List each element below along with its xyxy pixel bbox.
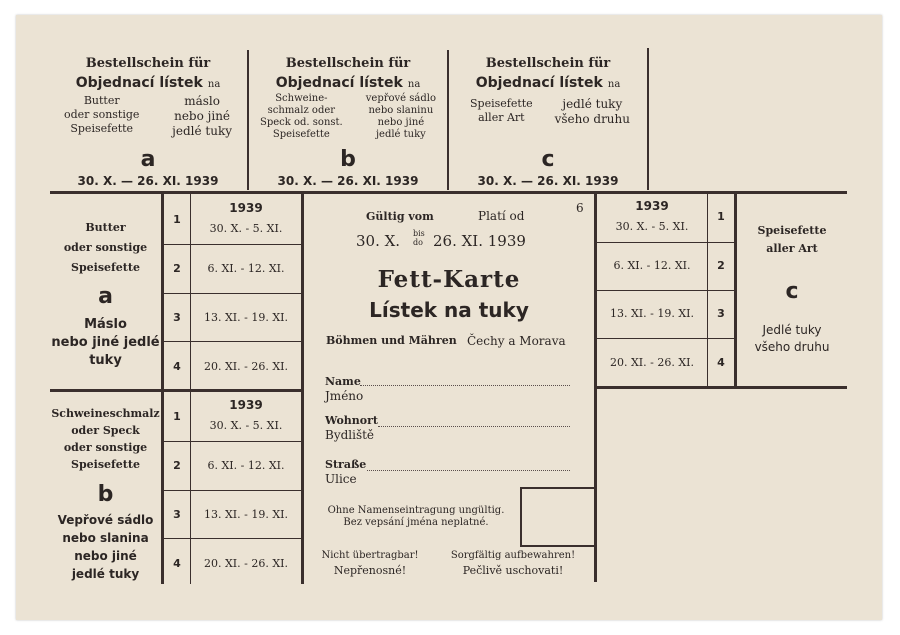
row-rule xyxy=(164,538,301,539)
week-number: 2 xyxy=(173,459,181,472)
item-de-line: oder sonstige xyxy=(64,108,140,121)
label-de-line: Butter xyxy=(85,221,126,234)
coupon-items-de xyxy=(470,97,533,127)
coupon-head-de: Bestellschein für xyxy=(485,56,611,71)
week-range: 20. XI. - 26. XI. xyxy=(203,557,289,570)
row-rule xyxy=(597,338,734,339)
row-rule xyxy=(164,441,301,442)
week-number: 1 xyxy=(717,210,725,223)
foot-right-cs: Pečlivě uschovati! xyxy=(462,564,564,577)
foot-left-de: Nicht übertragbar! xyxy=(321,550,419,561)
region-de: Böhmen und Mähren xyxy=(326,334,457,347)
item-de-line: Butter xyxy=(83,94,120,107)
coupon-head-na: na xyxy=(607,79,621,90)
coupon-head-de: Bestellschein für xyxy=(85,56,211,71)
item-cs-line: nebo jiné xyxy=(377,117,425,128)
title-cs: Lístek na tuky xyxy=(369,298,529,322)
foot-left-cs: Nepřenosné! xyxy=(333,564,407,577)
label-cs-line: Jedlé tuky xyxy=(762,323,822,337)
week-range: 13. XI. - 19. XI. xyxy=(203,508,289,521)
valid-de: Gültig vom xyxy=(366,210,434,223)
weeks-year: 1939 xyxy=(635,199,669,213)
week-number: 3 xyxy=(173,311,181,324)
week-number: 1 xyxy=(173,213,181,226)
field-label-de: Name xyxy=(325,375,361,388)
week-number: 2 xyxy=(717,259,725,272)
week-range: 13. XI. - 19. XI. xyxy=(609,307,695,320)
item-cs-line: nebo jiné xyxy=(174,109,231,123)
coupon-items-cs xyxy=(366,93,436,141)
left-b-label-de xyxy=(50,405,161,473)
item-cs-line: všeho druhu xyxy=(554,112,630,126)
field-label-de: Straße xyxy=(325,458,367,471)
week-range: 30. X. - 5. XI. xyxy=(615,220,689,233)
left-mid-rule xyxy=(50,389,302,392)
item-cs-line: vepřové sádlo xyxy=(365,93,436,104)
week-range: 30. X. - 5. XI. xyxy=(209,222,283,235)
label-cs-line: jedlé tuky xyxy=(71,567,140,581)
week-range: 30. X. - 5. XI. xyxy=(209,419,283,432)
week-number: 3 xyxy=(173,508,181,521)
week-number: 4 xyxy=(173,360,181,373)
coupon-head-na: na xyxy=(407,79,421,90)
label-de-line: oder Speck xyxy=(71,424,140,437)
left-b-letter: b xyxy=(97,482,114,507)
note-de: Ohne Namenseintragung ungültig. xyxy=(327,505,505,516)
label-cs-line: nebo jiné xyxy=(74,549,137,563)
left-a-letter: a xyxy=(98,284,113,309)
main-top-rule xyxy=(50,191,847,194)
not-transferable xyxy=(318,548,422,578)
week-number: 2 xyxy=(173,262,181,275)
week-range: 6. XI. - 12. XI. xyxy=(207,459,285,472)
label-cs-line: Vepřové sádlo xyxy=(57,513,154,527)
coupon-head-cs: Objednací lístek xyxy=(275,75,403,91)
weeks-year: 1939 xyxy=(229,201,263,215)
top-divider-2 xyxy=(447,50,449,190)
coupon-letter-c: c xyxy=(541,147,555,172)
week-range: 20. XI. - 26. XI. xyxy=(203,360,289,373)
left-outer-rule xyxy=(301,194,304,584)
right-bottom-rule xyxy=(597,386,847,389)
coupon-items-cs xyxy=(555,97,630,127)
coupon-letter-a: a xyxy=(140,147,156,172)
item-cs-line: jedlé tuky xyxy=(375,129,426,140)
label-de-line: aller Art xyxy=(766,242,818,255)
foot-right-de: Sorgfältig aufbewahren! xyxy=(450,550,576,561)
weeks-year: 1939 xyxy=(229,398,263,412)
coupon-period: 30. X. — 26. XI. 1939 xyxy=(277,174,419,188)
row-rule xyxy=(164,293,301,294)
item-cs-line: jedlé tuky xyxy=(172,124,232,138)
item-de-line: Speisefette xyxy=(272,129,330,140)
residence-field[interactable] xyxy=(378,426,570,427)
item-cs-line: máslo xyxy=(184,94,220,108)
street-field-label xyxy=(325,458,366,487)
left-a-label-de xyxy=(50,218,161,278)
item-cs-line: nebo slaninu xyxy=(368,105,434,116)
label-de-line: Speisefette xyxy=(71,458,140,471)
item-cs-line: jedlé tuky xyxy=(562,97,623,111)
label-cs-line: tuky xyxy=(89,353,122,368)
coupon-items-de xyxy=(64,94,139,139)
stamp-box[interactable] xyxy=(520,487,596,547)
card-number: 6 xyxy=(576,201,584,215)
week-range: 6. XI. - 12. XI. xyxy=(613,259,691,272)
field-label-cs: Bydliště xyxy=(325,428,375,442)
valid-cs: Platí od xyxy=(478,209,525,223)
week-number: 4 xyxy=(173,557,181,570)
item-de-line: Speisefette xyxy=(70,122,134,135)
validity-note xyxy=(310,505,522,529)
top-divider-3 xyxy=(647,48,649,190)
week-number: 3 xyxy=(717,307,725,320)
coupon-items-cs xyxy=(172,94,232,139)
note-cs: Bez vepsání jména neplatné. xyxy=(343,517,489,528)
top-coupon-c xyxy=(450,56,646,127)
coupon-head-na: na xyxy=(207,79,221,90)
label-de-line: oder sonstige xyxy=(63,241,148,254)
street-field[interactable] xyxy=(367,470,570,471)
week-number: 1 xyxy=(173,410,181,423)
bis-do xyxy=(413,229,425,247)
right-c-label-cs xyxy=(737,322,847,356)
row-rule xyxy=(164,341,301,342)
left-a-label-cs xyxy=(50,316,161,370)
date-to: 26. XI. 1939 xyxy=(433,232,526,250)
row-rule xyxy=(597,242,734,243)
item-de-line: Schweine- xyxy=(275,93,328,104)
row-rule xyxy=(164,244,301,245)
label-cs-line: všeho druhu xyxy=(754,340,830,354)
week-range: 20. XI. - 26. XI. xyxy=(609,356,695,369)
residence-field-label xyxy=(325,414,378,443)
label-de-line: Speisefette xyxy=(71,261,140,274)
item-de-line: Speck od. sonst. xyxy=(260,117,343,128)
label-cs-line: Máslo xyxy=(84,317,127,332)
region-cs: Čechy a Morava xyxy=(467,334,566,348)
keep-carefully xyxy=(444,548,582,578)
coupon-items-de xyxy=(260,93,343,141)
item-de-line: schmalz oder xyxy=(267,105,336,116)
label-cs-line: nebo slanina xyxy=(62,531,149,545)
coupon-letter-b: b xyxy=(340,147,356,172)
item-de-line: Speisefette xyxy=(470,97,533,110)
week-range: 13. XI. - 19. XI. xyxy=(203,311,289,324)
coupon-period: 30. X. — 26. XI. 1939 xyxy=(477,174,619,188)
title-de: Fett-Karte xyxy=(377,266,521,293)
label-de-line: oder sonstige xyxy=(63,441,148,454)
do-label: do xyxy=(413,238,423,247)
date-from: 30. X. xyxy=(356,232,401,250)
left-col-rule xyxy=(161,194,164,584)
item-de-line: aller Art xyxy=(478,111,525,124)
top-coupon-b xyxy=(250,56,446,141)
right-c-letter: c xyxy=(785,279,799,304)
right-c-label-de xyxy=(737,222,847,258)
top-divider-1 xyxy=(247,50,249,190)
label-de-line: Schweineschmalz xyxy=(51,407,160,420)
name-field-label xyxy=(325,375,363,404)
coupon-head-de: Bestellschein für xyxy=(285,56,411,71)
name-field[interactable] xyxy=(360,385,570,386)
field-label-cs: Jméno xyxy=(325,389,364,403)
label-cs-line: nebo jiné jedlé xyxy=(51,335,160,350)
label-de-line: Speisefette xyxy=(757,224,827,237)
field-label-cs: Ulice xyxy=(325,472,357,486)
coupon-period: 30. X. — 26. XI. 1939 xyxy=(77,174,219,188)
week-range: 6. XI. - 12. XI. xyxy=(207,262,285,275)
left-b-label-cs xyxy=(50,511,161,583)
field-label-de: Wohnort xyxy=(325,414,379,427)
coupon-head-cs: Objednací lístek xyxy=(75,75,203,91)
left-num-rule xyxy=(190,194,191,584)
bis-label: bis xyxy=(413,229,425,238)
week-number: 4 xyxy=(717,356,725,369)
top-coupon-a xyxy=(50,56,246,139)
coupon-head-cs: Objednací lístek xyxy=(475,75,603,91)
row-rule xyxy=(164,490,301,491)
row-rule xyxy=(597,290,734,291)
